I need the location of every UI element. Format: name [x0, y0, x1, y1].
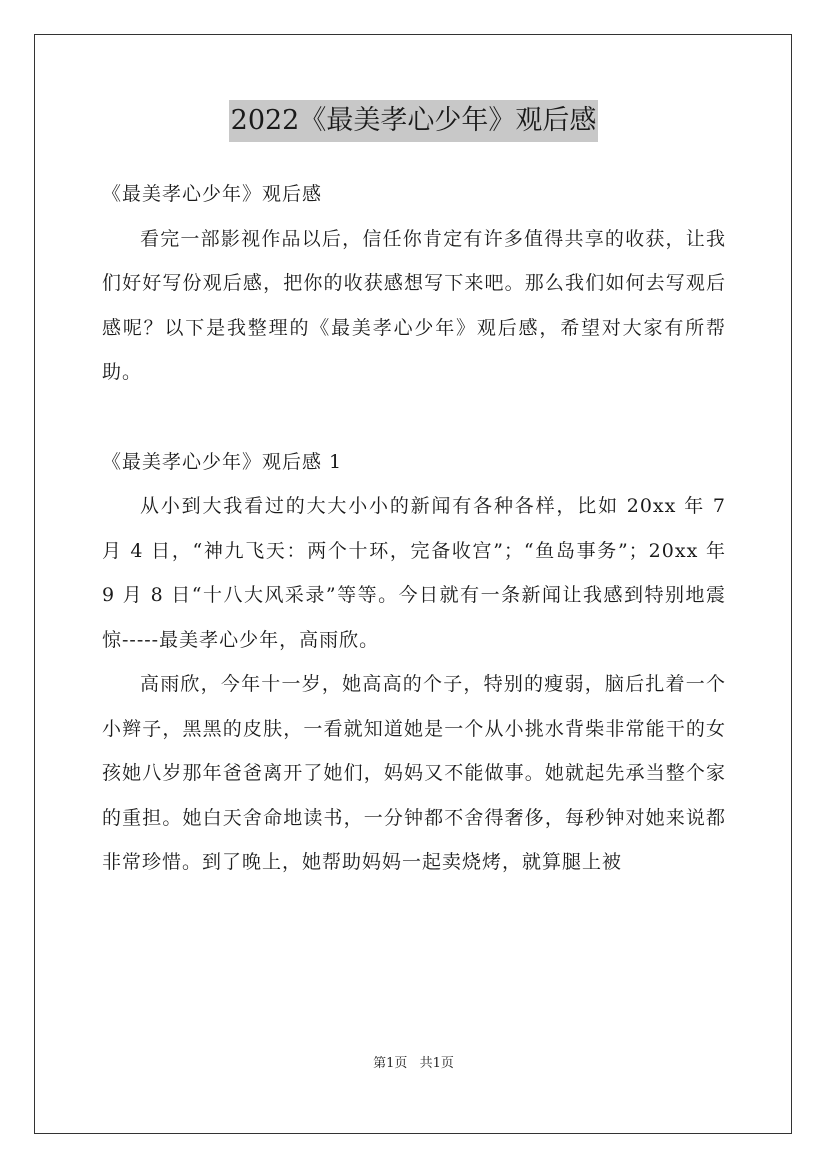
page-footer — [0, 1052, 827, 1071]
body-paragraph: 看完一部影视作品以后，信任你肯定有许多值得共享的收获，让我们好好写份观后感，把你的收获感想写下来吧。那么我们如何去写观后感呢？以下是我整理的《最美孝心少年》观后感，希望对大家有所帮助。 — [102, 227, 726, 383]
page-total: 共1页 — [419, 1056, 454, 1071]
document-body — [102, 172, 726, 885]
body-paragraph: 从小到大我看过的大大小小的新闻有各种各样，比如 20xx 年 7 月 4 日，“神九飞天：两个十环，完备收宫”；“鱼岛事务”；20xx 年 9 月 8 日“十八大风采录”等等。今日就有一条新闻让我感到特别地震惊-----最美孝心少年，高雨欣。 — [102, 495, 726, 651]
section-heading: 《最美孝心少年》观后感 — [102, 183, 323, 205]
body-paragraph: 高雨欣，今年十一岁，她高高的个子，特别的瘦弱，脑后扎着一个小辫子，黑黑的皮肤，一看就知道她是一个从小挑水背柴非常能干的女孩她八岁那年爸爸离开了她们，妈妈又不能做事。她就起先承当整个家的重担。她白天舍命地读书，一分钟都不舍得奢侈，每秒钟对她来说都非常珍惜。到了晚上，她帮助妈妈一起卖烧烤，就算腿上被 — [102, 673, 726, 873]
paragraph-spacer — [102, 395, 726, 440]
title-wrap — [0, 100, 827, 142]
section-heading: 《最美孝心少年》观后感 1 — [102, 450, 343, 473]
document-title: 2022《最美孝心少年》观后感 — [229, 100, 599, 142]
page-number: 第1页 — [373, 1056, 408, 1071]
